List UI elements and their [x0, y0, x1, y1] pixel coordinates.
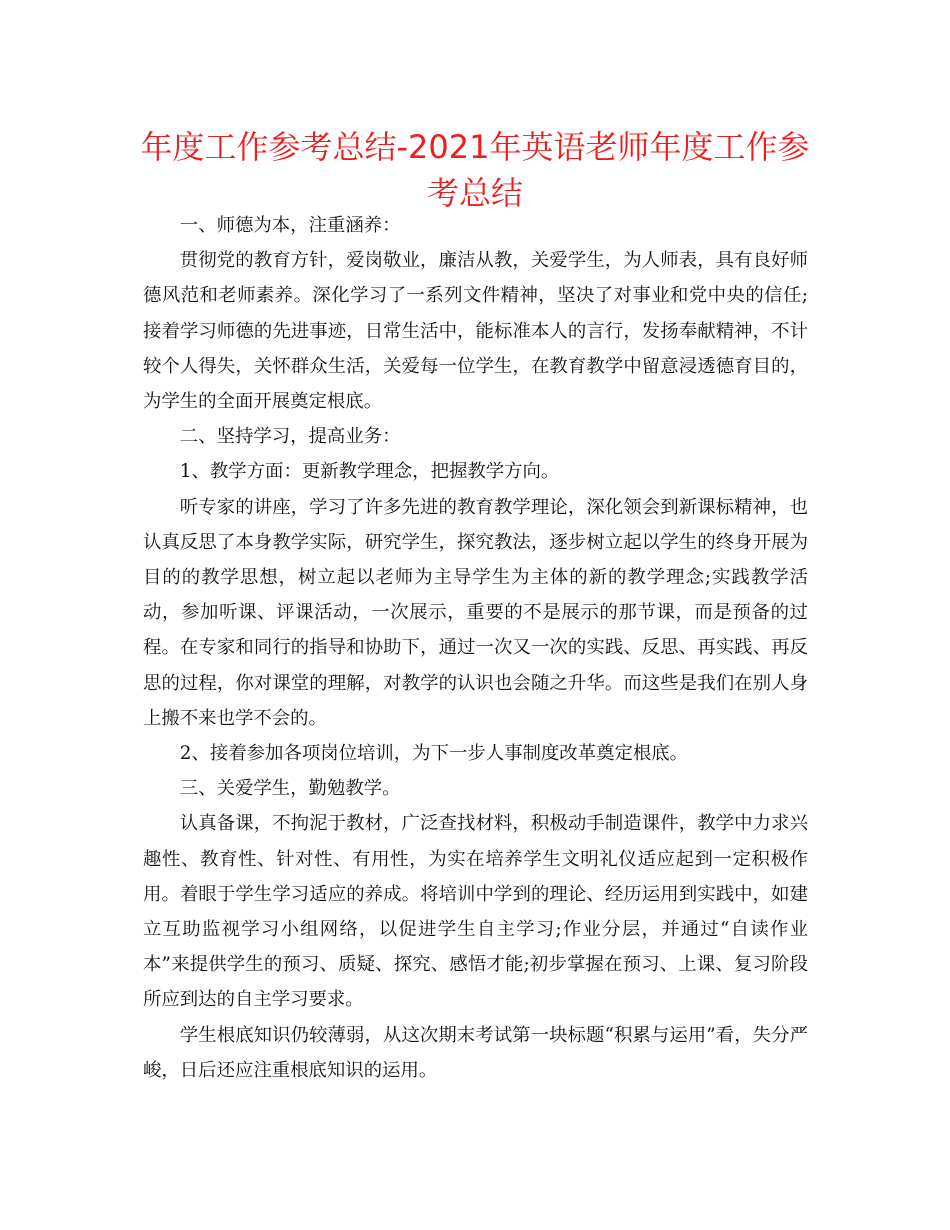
paragraph-1: 贯彻党的教育方针，爱岗敬业，廉洁从教，关爱学生，为人师表，具有良好师德风范和老师素养。深化学习了一系列文件精神，坚决了对事业和党中央的信任;接着学习师德的先进事迹，日常生活中，能标准本人的言行，发扬奉献精神，不计较个人得失，关怀群众生活，关爱每一位学生，在教育教学中留意浸透德育目的，为学生的全面开展奠定根底。	[143, 250, 808, 413]
document-body	[143, 208, 808, 1088]
paragraph-4: 学生根底知识仍较薄弱，从这次期末考试第一块标题“积累与运用”看，失分严峻，日后还应注重根底知识的运用。	[143, 1024, 808, 1081]
section-heading-3: 三、关爱学生，勤勉教学。	[179, 778, 401, 800]
section-heading-2: 二、坚持学习，提高业务：	[179, 426, 401, 448]
paragraph-2: 听专家的讲座，学习了许多先进的教育教学理论，深化领会到新课标精神，也认真反思了本身教学实际，研究学生，探究教法，逐步树立起以学生的终身开展为目的的教学思想，树立起以老师为主导学生为主体的新的教学理念;实践教学活动，参加听课、评课活动，一次展示，重要的不是展示的那节课，而是预备的过程。在专家和同行的指导和协助下，通过一次又一次的实践、反思、再实践、再反思的过程，你对课堂的理解，对教学的认识也会随之升华。而这些是我们在别人身上搬不来也学不会的。	[143, 496, 808, 729]
section-heading-1: 一、师德为本，注重涵养：	[179, 215, 401, 236]
paragraph-3: 认真备课，不拘泥于教材，广泛查找材料，积极动手制造课件，教学中力求兴趣性、教育性、针对性、有用性，为实在培养学生文明礼仪适应起到一定积极作用。着眼于学生学习适应的养成。将培训中学到的理论、经历运用到实践中，如建立互助监视学习小组网络，以促进学生自主学习;作业分层，并通过“自读作业本”来提供学生的预习、质疑、探究、感悟才能;初步掌握在预习、上课、复习阶段所应到达的自主学习要求。	[143, 813, 808, 1011]
subheading-2: 2、接着参加各项岗位培训，为下一步人事制度改革奠定根底。	[179, 743, 689, 765]
subheading-1: 1、教学方面：更新教学理念，把握教学方向。	[179, 461, 560, 483]
document-title: 年度工作参考总结-2021年英语老师年度工作参考总结	[140, 128, 810, 212]
